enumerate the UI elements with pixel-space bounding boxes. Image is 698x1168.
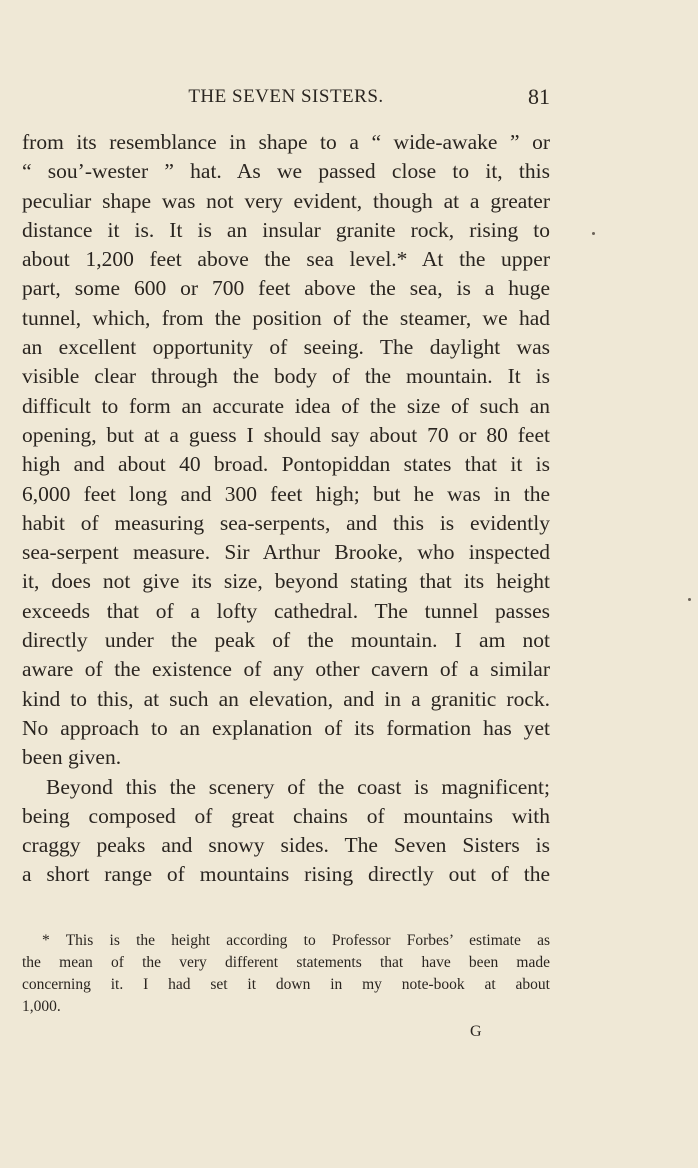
footnote-line: 1,000. <box>22 998 61 1015</box>
text-line: an excellent opportunity of seeing. The daylight was <box>22 335 550 360</box>
text-line: difficult to form an accurate idea of the size of such an <box>22 393 550 418</box>
footnote <box>22 930 550 1018</box>
paper-speck <box>592 232 595 235</box>
text-line: exceeds that of a lofty cathedral. The tunnel passes <box>22 598 550 623</box>
text-line: a short range of mountains rising directly out of the <box>22 862 550 887</box>
text-line: aware of the existence of any other cavern of a similar <box>22 657 550 682</box>
text-line: it, does not give its size, beyond stating that its height <box>22 569 550 594</box>
signature-mark: G <box>470 1023 482 1040</box>
running-title: THE SEVEN SISTERS. <box>188 86 384 107</box>
text-line: kind to this, at such an elevation, and in a granitic rock. <box>22 686 550 711</box>
text-line: Beyond this the scenery of the coast is magnificent; <box>46 774 550 799</box>
page-number: 81 <box>528 84 550 109</box>
text-line: about 1,200 feet above the sea level.* At the upper <box>22 247 550 272</box>
text-line: habit of measuring sea-serpents, and this is evidently <box>22 510 550 535</box>
text-line: sea-serpent measure. Sir Arthur Brooke, who inspected <box>22 540 550 565</box>
text-line: being composed of great chains of mountains with <box>22 803 550 828</box>
page-header <box>22 86 550 116</box>
text-line: from its resemblance in shape to a “ wide-awake ” or <box>22 130 550 154</box>
text-line: tunnel, which, from the position of the steamer, we had <box>22 305 550 330</box>
text-line: peculiar shape was not very evident, though at a greater <box>22 188 550 213</box>
text-line: directly under the peak of the mountain. I am not <box>22 628 550 653</box>
text-line: craggy peaks and snowy sides. The Seven Sisters is <box>22 833 550 858</box>
text-line: distance it is. It is an insular granite rock, rising to <box>22 217 550 242</box>
text-line: “ sou’-wester ” hat. As we passed close to it, this <box>22 159 550 184</box>
footnote-line: concerning it. I had set it down in my note-book at about <box>22 976 550 993</box>
paper-speck <box>688 598 691 601</box>
text-line: part, some 600 or 700 feet above the sea, is a huge <box>22 276 550 301</box>
text-line: No approach to an explanation of its formation has yet <box>22 715 550 740</box>
text-line: been given. <box>22 745 122 770</box>
text-line: visible clear through the body of the mountain. It is <box>22 364 550 389</box>
text-line: 6,000 feet long and 300 feet high; but he was in the <box>22 481 550 506</box>
footnote-line: * This is the height according to Professor Forbes’ estimate as <box>42 932 550 949</box>
body-text <box>22 128 550 890</box>
text-line: high and about 40 broad. Pontopiddan states that it is <box>22 452 550 477</box>
text-line: opening, but at a guess I should say about 70 or 80 feet <box>22 422 550 447</box>
footnote-line: the mean of the very different statements that have been made <box>22 954 550 971</box>
